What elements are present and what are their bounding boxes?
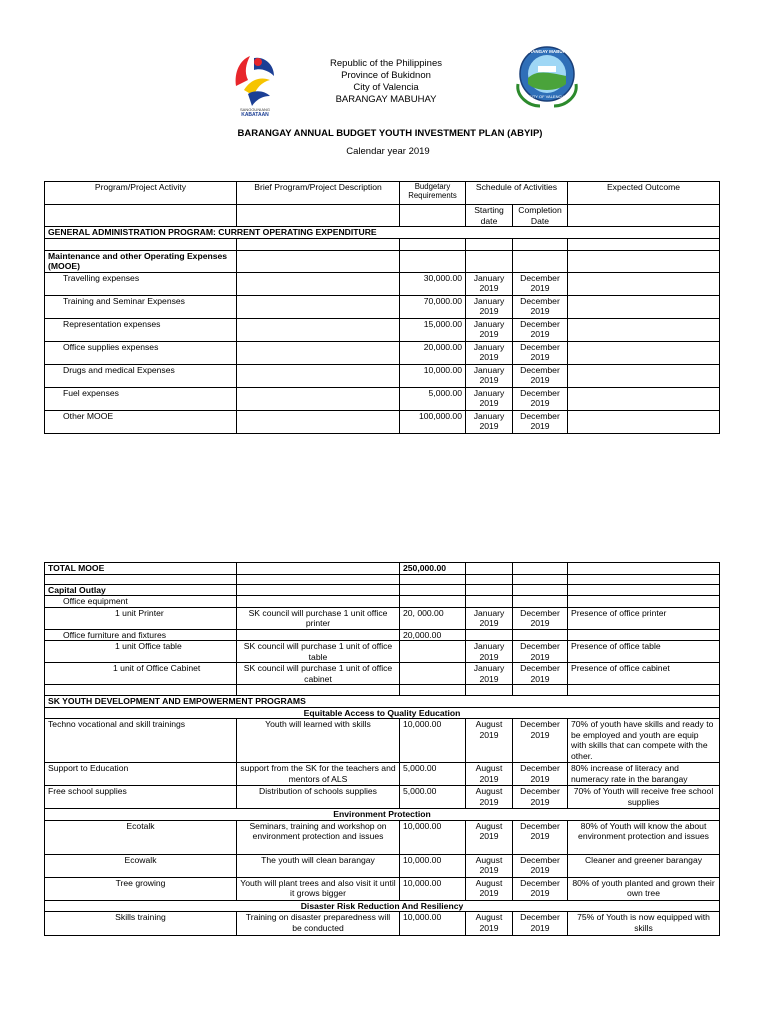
row-budget: 100,000.00	[400, 410, 466, 433]
table-row	[45, 607, 720, 629]
row-start: August 2019	[466, 854, 513, 877]
table-row	[45, 820, 720, 854]
row-activity: Support to Education	[45, 763, 237, 786]
row-budget: 20,000.00	[400, 629, 466, 641]
table-row	[45, 387, 720, 410]
row-end: December 2019	[513, 341, 568, 364]
table-row	[45, 719, 720, 763]
section-disaster: Disaster Risk Reduction And Resiliency	[45, 900, 720, 912]
svg-text:CITY OF VALENCIA: CITY OF VALENCIA	[528, 94, 566, 99]
svg-text:BARANGAY MABUHAY: BARANGAY MABUHAY	[522, 49, 572, 54]
row-start: January 2019	[466, 410, 513, 433]
row-activity: 1 unit of Office Cabinet	[45, 663, 237, 685]
row-end: December 2019	[513, 820, 568, 854]
row-description: Youth will learned with skills	[237, 719, 400, 763]
capital-and-programs-table	[44, 562, 720, 936]
row-budget: 70,000.00	[400, 295, 466, 318]
capital-outlay-heading: Capital Outlay	[45, 584, 237, 596]
row-activity: Office supplies expenses	[45, 341, 237, 364]
calendar-year: Calendar year 2019	[346, 146, 430, 157]
table-row	[45, 786, 720, 809]
city-line: City of Valencia	[353, 82, 419, 93]
row-budget: 20, 000.00	[400, 607, 466, 629]
row-outcome: 70% of Youth will receive free school supplies	[568, 786, 720, 809]
table-row	[45, 318, 720, 341]
row-activity: Office furniture and fixtures	[45, 629, 237, 641]
table-row	[45, 641, 720, 663]
row-outcome: Cleaner and greener barangay	[568, 854, 720, 877]
row-description: SK council will purchase 1 unit of office cabinet	[237, 663, 400, 685]
row-end: December 2019	[513, 663, 568, 685]
row-description: support from the SK for the teachers and mentors of ALS	[237, 763, 400, 786]
table-row	[45, 629, 720, 641]
row-budget: 5,000.00	[400, 786, 466, 809]
mooe-heading: Maintenance and other Operating Expenses (MOOE)	[45, 250, 237, 272]
row-outcome: 70% of youth have skills and ready to be employed and youth are equip with skills that can compete with the other.	[568, 719, 720, 763]
row-start: August 2019	[466, 912, 513, 936]
row-end: December 2019	[513, 387, 568, 410]
row-outcome: Presence of office cabinet	[568, 663, 720, 685]
table-row	[45, 295, 720, 318]
table-row	[45, 854, 720, 877]
row-activity: Ecotalk	[45, 820, 237, 854]
row-start: January 2019	[466, 641, 513, 663]
row-end: December 2019	[513, 295, 568, 318]
row-outcome: 80% increase of literacy and numeracy rate in the barangay	[568, 763, 720, 786]
row-activity: Ecowalk	[45, 854, 237, 877]
row-budget: 10,000.00	[400, 912, 466, 936]
row-activity: Representation expenses	[45, 318, 237, 341]
row-budget: 10,000.00	[400, 820, 466, 854]
row-end: December 2019	[513, 364, 568, 387]
row-activity: Techno vocational and skill trainings	[45, 719, 237, 763]
row-start: January 2019	[466, 318, 513, 341]
row-outcome: 80% of Youth will know the about environment protection and issues	[568, 820, 720, 854]
row-activity: 1 unit Office table	[45, 641, 237, 663]
section-general-admin: GENERAL ADMINISTRATION PROGRAM: CURRENT OPERATING EXPENDITURE	[45, 227, 720, 239]
row-budget: 10,000.00	[400, 364, 466, 387]
row-budget: 30,000.00	[400, 272, 466, 295]
row-end: December 2019	[513, 641, 568, 663]
col-completion-header: Completion Date	[513, 205, 568, 227]
row-start: August 2019	[466, 786, 513, 809]
row-start: January 2019	[466, 364, 513, 387]
row-end: December 2019	[513, 786, 568, 809]
row-end: December 2019	[513, 719, 568, 763]
row-activity: Other MOOE	[45, 410, 237, 433]
col-schedule-header: Schedule of Activities	[466, 182, 568, 205]
office-equipment-heading: Office equipment	[45, 596, 237, 608]
row-activity: Tree growing	[45, 877, 237, 900]
row-activity: 1 unit Printer	[45, 607, 237, 629]
row-end: December 2019	[513, 763, 568, 786]
row-budget: 20,000.00	[400, 341, 466, 364]
row-outcome: 80% of youth planted and grown their own tree	[568, 877, 720, 900]
row-activity: Skills training	[45, 912, 237, 936]
table-row	[45, 272, 720, 295]
svg-text:KABATAAN: KABATAAN	[241, 112, 269, 116]
col-outcome-header: Expected Outcome	[568, 182, 720, 205]
province-line: Province of Bukidnon	[341, 70, 431, 81]
row-outcome: Presence of office table	[568, 641, 720, 663]
table-row	[45, 364, 720, 387]
section-education: Equitable Access to Quality Education	[45, 707, 720, 719]
row-description: Youth will plant trees and also visit it until it grows bigger	[237, 877, 400, 900]
row-start: January 2019	[466, 387, 513, 410]
row-activity: Drugs and medical Expenses	[45, 364, 237, 387]
row-start: January 2019	[466, 663, 513, 685]
row-end: December 2019	[513, 318, 568, 341]
row-start: August 2019	[466, 763, 513, 786]
row-outcome: Presence of office printer	[568, 607, 720, 629]
table-row	[45, 663, 720, 685]
row-start: January 2019	[466, 272, 513, 295]
mooe-table	[44, 181, 720, 434]
row-start: January 2019	[466, 341, 513, 364]
row-start: August 2019	[466, 877, 513, 900]
col-description-header: Brief Program/Project Description	[237, 182, 400, 205]
row-budget: 10,000.00	[400, 877, 466, 900]
row-activity: Free school supplies	[45, 786, 237, 809]
total-mooe-value: 250,000.00	[400, 563, 466, 575]
col-activity-header: Program/Project Activity	[45, 182, 237, 205]
row-description: The youth will clean barangay	[237, 854, 400, 877]
row-end: December 2019	[513, 912, 568, 936]
row-start: January 2019	[466, 295, 513, 318]
row-end: December 2019	[513, 607, 568, 629]
barangay-line: BARANGAY MABUHAY	[335, 94, 437, 105]
row-budget: 5,000.00	[400, 387, 466, 410]
country-line: Republic of the Philippines	[330, 58, 442, 69]
row-description: Seminars, training and workshop on environment protection and issues	[237, 820, 400, 854]
row-start: January 2019	[466, 607, 513, 629]
row-activity: Fuel expenses	[45, 387, 237, 410]
table-row	[45, 341, 720, 364]
col-budget-header: Budgetary Requirements	[400, 182, 466, 205]
section-environment: Environment Protection	[45, 809, 720, 821]
row-budget: 15,000.00	[400, 318, 466, 341]
table-row	[45, 877, 720, 900]
row-description: Distribution of schools supplies	[237, 786, 400, 809]
row-end: December 2019	[513, 854, 568, 877]
row-start: August 2019	[466, 820, 513, 854]
document-title: BARANGAY ANNUAL BUDGET YOUTH INVESTMENT PLAN (ABYIP)	[237, 128, 543, 139]
row-end: December 2019	[513, 272, 568, 295]
table-row	[45, 410, 720, 433]
svg-text:SANGGUNIANG: SANGGUNIANG	[239, 107, 271, 112]
row-end: December 2019	[513, 877, 568, 900]
section-sk-youth: SK YOUTH DEVELOPMENT AND EMPOWERMENT PROGRAMS	[45, 696, 720, 708]
row-start: August 2019	[466, 719, 513, 763]
row-end: December 2019	[513, 410, 568, 433]
row-activity: Training and Seminar Expenses	[45, 295, 237, 318]
row-description: Training on disaster preparedness will be conducted	[237, 912, 400, 936]
address-block	[2, 58, 768, 106]
col-start-header: Starting date	[466, 205, 513, 227]
row-outcome: 75% of Youth is now equipped with skills	[568, 912, 720, 936]
table-row	[45, 912, 720, 936]
row-description: SK council will purchase 1 unit of office table	[237, 641, 400, 663]
row-activity: Travelling expenses	[45, 272, 237, 295]
row-budget: 5,000.00	[400, 763, 466, 786]
row-description: SK council will purchase 1 unit office printer	[237, 607, 400, 629]
row-budget: 10,000.00	[400, 719, 466, 763]
total-mooe-label: TOTAL MOOE	[45, 563, 237, 575]
row-budget: 10,000.00	[400, 854, 466, 877]
table-row	[45, 763, 720, 786]
